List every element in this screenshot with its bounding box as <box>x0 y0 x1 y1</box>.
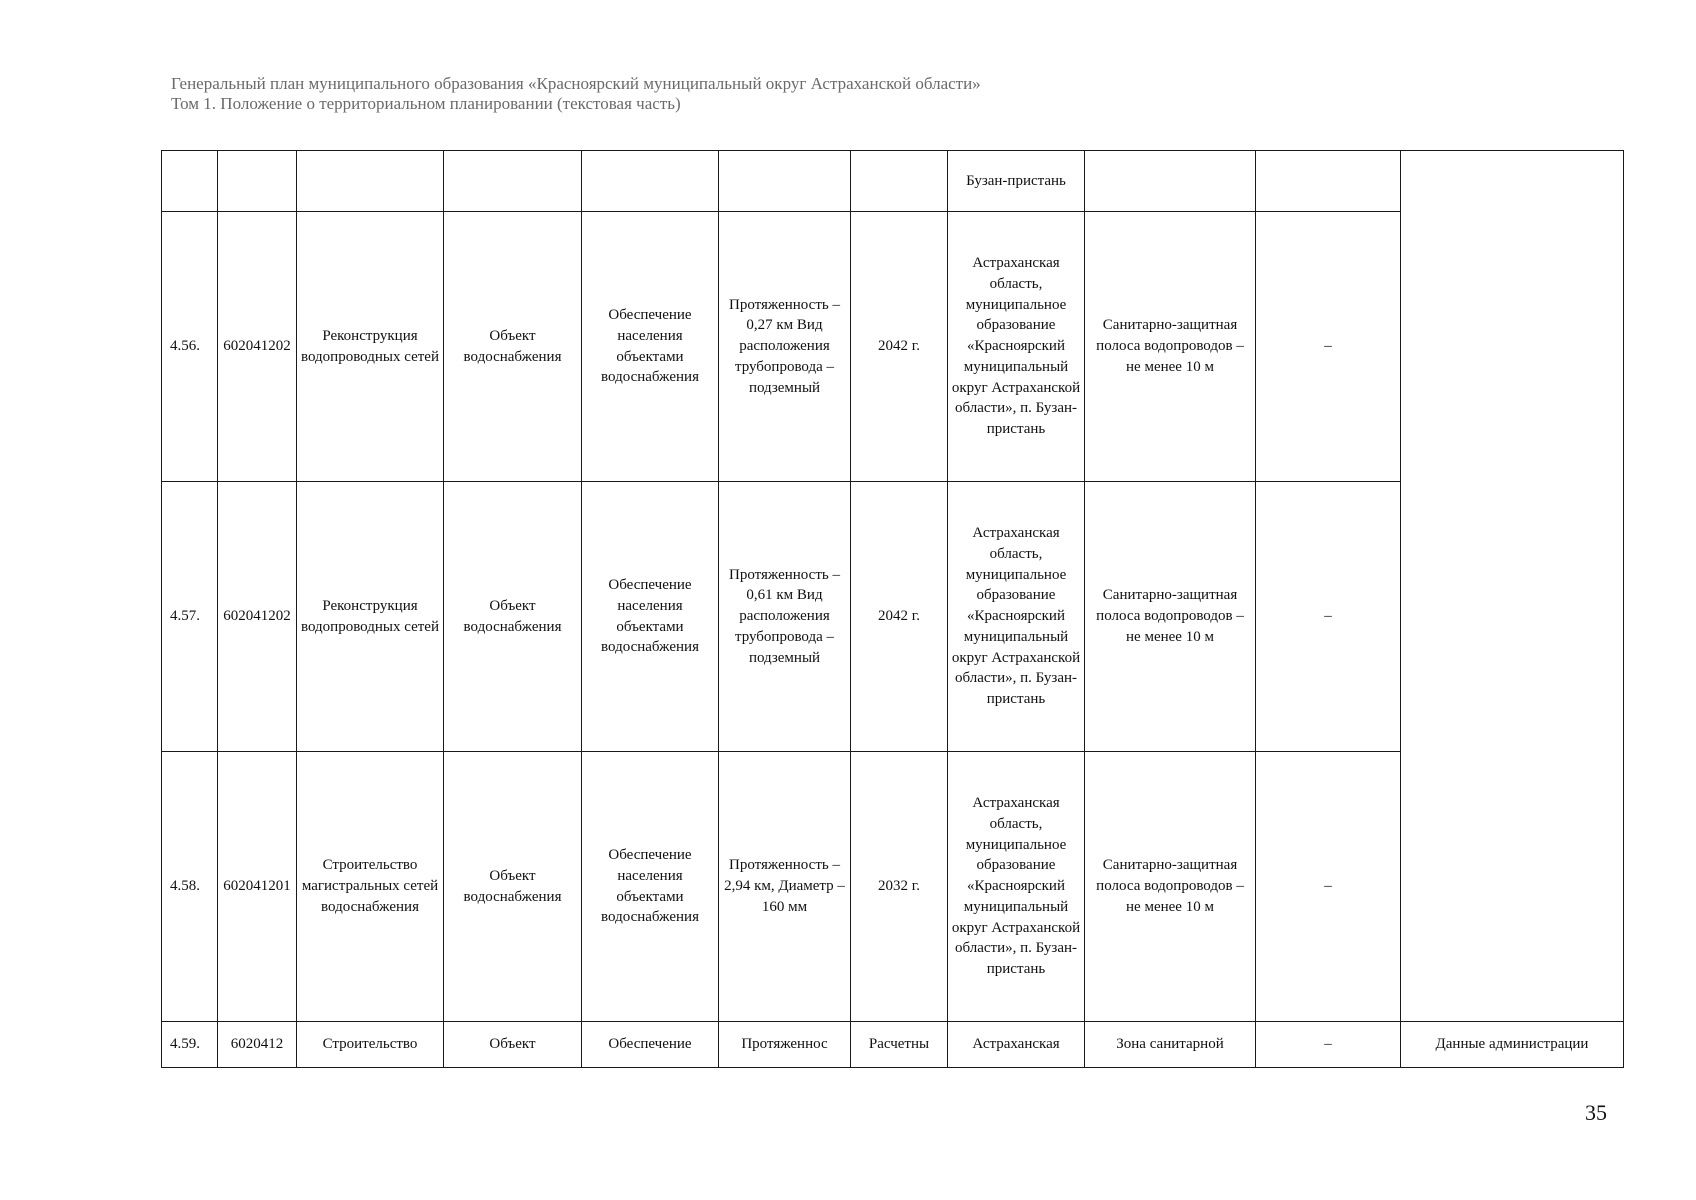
row-number: 4.58. <box>162 752 218 1022</box>
name-cell: Строительство <box>297 1022 444 1068</box>
source-cell-empty <box>1401 151 1624 1022</box>
document-header <box>171 74 981 114</box>
term-cell: 2032 г. <box>851 752 948 1022</box>
characteristics-cell: Протяженность – 0,61 км Вид расположения трубопровода – подземный <box>719 482 851 752</box>
type-cell: Объект <box>444 1022 582 1068</box>
location-cell: Астраханская <box>948 1022 1085 1068</box>
dash-cell: – <box>1256 482 1401 752</box>
type-cell: Объект водоснабжения <box>444 212 582 482</box>
dash-cell: – <box>1256 752 1401 1022</box>
code-cell: 602041201 <box>218 752 297 1022</box>
name-cell: Реконструкция водопроводных сетей <box>297 482 444 752</box>
planning-table-container <box>161 150 1624 1068</box>
purpose-cell: Обеспечение населения объектами водоснабжения <box>582 212 719 482</box>
location-cell: Бузан-пристань <box>948 151 1085 212</box>
row-number: 4.56. <box>162 212 218 482</box>
dash-cell: – <box>1256 1022 1401 1068</box>
term-cell: Расчетны <box>851 1022 948 1068</box>
page-number: 35 <box>1585 1100 1607 1125</box>
planning-table <box>161 150 1624 1068</box>
zone-cell: Зона санитарной <box>1085 1022 1256 1068</box>
code-cell: 602041202 <box>218 482 297 752</box>
source-cell: Данные администрации <box>1401 1022 1624 1068</box>
zone-cell: Санитарно-защитная полоса водопроводов – не менее 10 м <box>1085 212 1256 482</box>
dash-cell: – <box>1256 212 1401 482</box>
code-cell: 6020412 <box>218 1022 297 1068</box>
purpose-cell: Обеспечение населения объектами водоснабжения <box>582 482 719 752</box>
name-cell: Реконструкция водопроводных сетей <box>297 212 444 482</box>
purpose-cell: Обеспечение населения объектами водоснабжения <box>582 752 719 1022</box>
term-cell: 2042 г. <box>851 482 948 752</box>
term-cell: 2042 г. <box>851 212 948 482</box>
table-row <box>162 1022 1624 1068</box>
location-cell: Астраханская область, муниципальное образование «Красноярский муниципальный округ Астраханской области», п. Бузан-пристань <box>948 482 1085 752</box>
header-line-1: Генеральный план муниципального образования «Красноярский муниципальный округ Астраханской области» <box>171 74 981 93</box>
purpose-cell: Обеспечение <box>582 1022 719 1068</box>
zone-cell: Санитарно-защитная полоса водопроводов – не менее 10 м <box>1085 482 1256 752</box>
name-cell: Строительство магистральных сетей водоснабжения <box>297 752 444 1022</box>
code-cell: 602041202 <box>218 212 297 482</box>
row-number: 4.59. <box>162 1022 218 1068</box>
location-cell: Астраханская область, муниципальное образование «Красноярский муниципальный округ Астраханской области», п. Бузан-пристань <box>948 212 1085 482</box>
table-row <box>162 151 1624 212</box>
characteristics-cell: Протяженнос <box>719 1022 851 1068</box>
header-line-2: Том 1. Положение о территориальном планировании (текстовая часть) <box>171 94 681 113</box>
type-cell: Объект водоснабжения <box>444 752 582 1022</box>
characteristics-cell: Протяженность – 2,94 км, Диаметр – 160 мм <box>719 752 851 1022</box>
characteristics-cell: Протяженность – 0,27 км Вид расположения трубопровода – подземный <box>719 212 851 482</box>
row-number: 4.57. <box>162 482 218 752</box>
location-cell: Астраханская область, муниципальное образование «Красноярский муниципальный округ Астраханской области», п. Бузан-пристань <box>948 752 1085 1022</box>
zone-cell: Санитарно-защитная полоса водопроводов – не менее 10 м <box>1085 752 1256 1022</box>
type-cell: Объект водоснабжения <box>444 482 582 752</box>
